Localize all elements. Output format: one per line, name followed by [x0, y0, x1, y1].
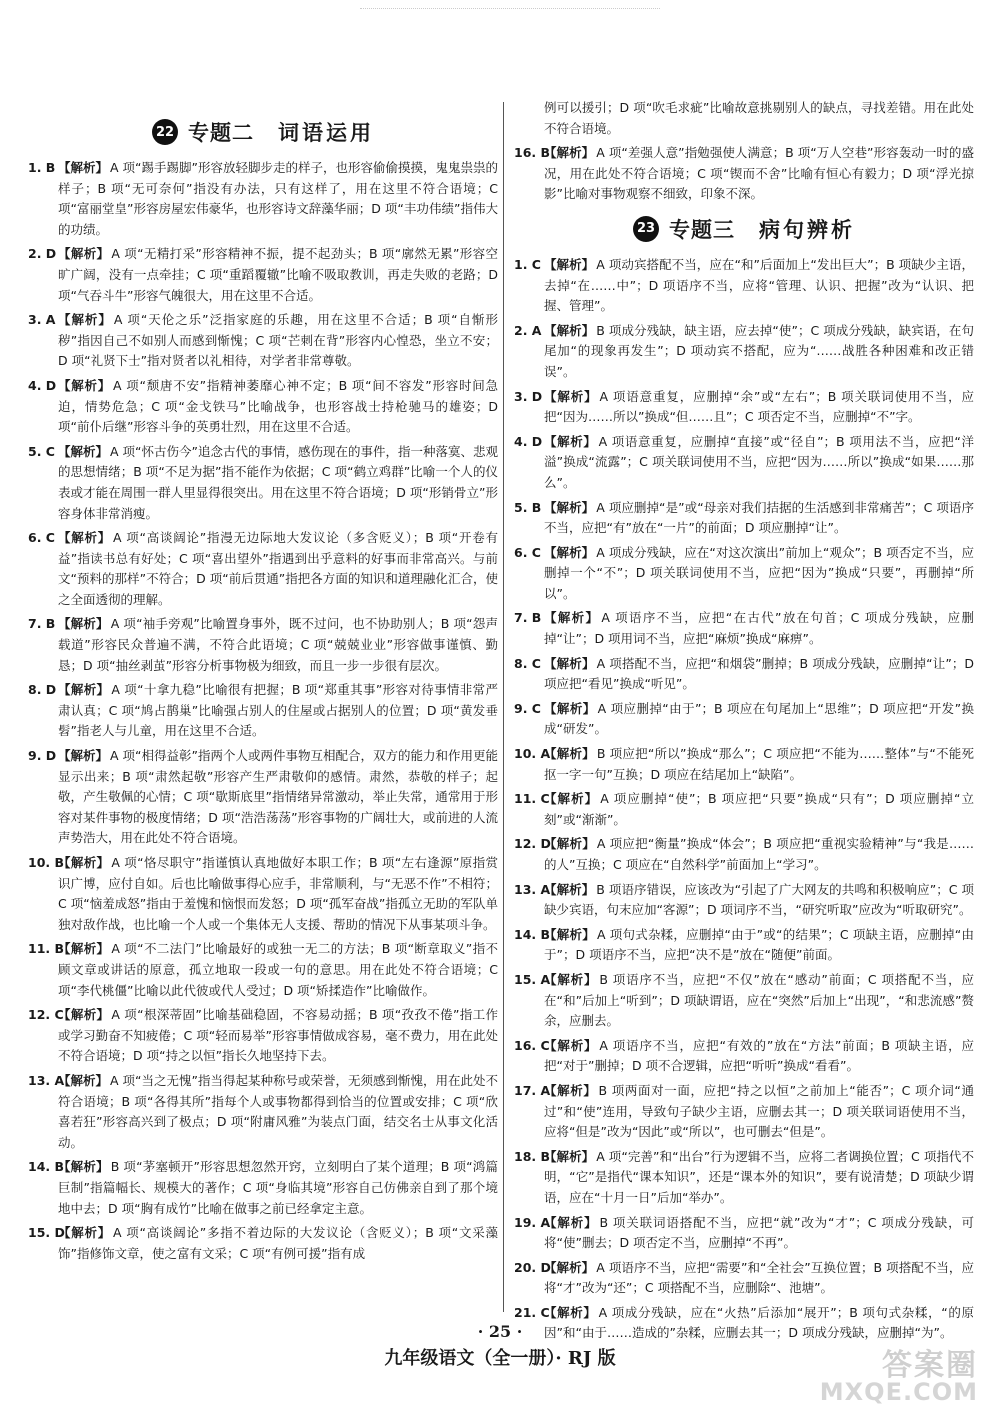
answer-item — [28, 746, 498, 849]
answer-item — [514, 608, 974, 649]
answer-text: A 项语序不当，应把“需要”和“全社会”互换位置；B 项搭配不当，应将“才”改为“还”；C 项搭配不当，应删除“、池塘”。 — [544, 1259, 974, 1296]
analysis-tag: 【解析】 — [544, 1148, 595, 1164]
answer-number: 19. A — [514, 1214, 551, 1230]
answer-item — [28, 528, 498, 610]
analysis-tag: 【解析】 — [58, 1072, 109, 1088]
answer-text: A 项“不二法门”比喻最好的或独一无二的方法；B 项“断章取义”指不顾文章或讲话的原意，孤立地取一段或一句的意思。用在此处不符合语境；C 项“李代桃僵”比喻以此代彼或代人受过；D 项“矫揉造作”比喻做作。 — [58, 941, 498, 998]
answer-item — [514, 925, 974, 966]
answer-number: 14. B — [28, 1159, 65, 1175]
answer-number: 12. D — [514, 836, 551, 852]
answer-text: B 项两面对一面，应把“持之以恒”之前加上“能否”；C 项介词“通过”和“使”连用，导致句子缺少主语，应删去其一；D 项关联词语使用不当，应将“但是”改为“因此”或“所以”，也可删去“但是”。 — [544, 1082, 974, 1140]
analysis-tag: 【解析】 — [544, 145, 595, 161]
answer-text: B 项语序错误，应该改为“引起了广大网友的共鸣和积极响应”；C 项缺少宾语，句末应加“客源”；D 项词序不当，“研究听取”应改为“听取研究”。 — [544, 881, 974, 918]
answer-text: B 项成分残缺，缺主语，应去掉“使”；C 项成分残缺，缺宾语，在句尾加“的现象再发生”；D 项动宾不搭配，应为“……战胜各种困难和改正错误”。 — [544, 322, 974, 379]
answer-number: 11. C — [514, 791, 550, 807]
analysis-tag: 【解析】 — [58, 443, 109, 459]
answer-number: 13. A — [28, 1072, 65, 1088]
answer-text: A 项成分残缺，应在“对这次演出”前加上“观众”；B 项否定不当，应删掉一个“不”；D 项关联词使用不当，应把“因为”换成“只要”，再删掉“所以”。 — [544, 544, 974, 601]
answer-text: A 项“袖手旁观”比喻置身事外，既不过问，也不协助别人；B 项“怨声载道”形容民众普遍不满，不符合此语境；C 项“兢兢业业”形容做事谨慎、勤恳；D 项“抽丝剥茧”形容分析事物极为细致，而且一步一步很有层次。 — [58, 616, 498, 673]
analysis-tag: 【解析】 — [544, 881, 595, 897]
analysis-tag: 【解析】 — [544, 971, 598, 987]
analysis-tag: 【解析】 — [58, 748, 109, 764]
answer-text: B 项关联词语搭配不当，应把“就”改为“才”；C 项成分残缺，可将“使”删去；D 项否定不当，应删掉“不再”。 — [544, 1214, 974, 1251]
answer-text: A 项语意重复，应删掉“直接”或“径自”；B 项用法不当，应把“洋溢”换成“流露”；C 项关联词使用不当，应把“因为……所以”换成“如果……那么”。 — [544, 433, 974, 490]
answer-item — [28, 310, 498, 372]
answer-item — [28, 442, 498, 524]
analysis-tag: 【解析】 — [544, 1214, 598, 1230]
answer-number: 7. B — [28, 616, 56, 632]
analysis-tag: 【解析】 — [544, 700, 596, 716]
answer-text: A 项“高谈阔论”指漫无边际地大发议论（多含贬义）；B 项“开卷有益”指读书总有好处；C 项“喜出望外”指遇到出乎意料的好事而非常高兴。与前文“预料的那样”不符合；D 项“前后贯通”指把各方面的知识和道理融化汇合，使之全面透彻的理解。 — [58, 530, 498, 607]
answer-text: A 项“无精打采”形容精神不振，提不起劲头；B 项“廓然无累”形容空旷广阔，没有一点牵挂；C 项“重蹈覆辙”比喻不吸取教训，再走失败的老路；D 项“气吞斗牛”形容气魄很大，用在这里不合适。 — [58, 246, 498, 303]
section-title-2 — [28, 112, 498, 152]
answer-number: 9. D — [28, 748, 57, 764]
analysis-tag: 【解析】 — [544, 836, 595, 852]
analysis-tag: 【解析】 — [544, 1037, 598, 1053]
answer-number: 1. B — [28, 160, 56, 175]
answer-number: 5. C — [28, 443, 55, 459]
answer-text: A 项“踢手踢脚”形容放轻脚步走的样子，也形容偷偷摸摸，鬼鬼祟祟的样子；B 项“无可奈何”指没有办法，只有这样了，用在这里不符合语境；C 项“富丽堂皇”形容房屋宏伟豪华，也形容诗文辞藻华丽；D 项“丰功伟绩”指伟大的功绩。 — [58, 160, 498, 237]
answer-number: 1. C — [514, 256, 541, 272]
answer-item — [28, 853, 498, 935]
answer-item — [28, 1157, 498, 1219]
answer-number: 20. D — [514, 1259, 551, 1275]
analysis-tag: 【解析】 — [544, 322, 595, 338]
answer-text: A 项应删掉“使”；B 项应把“只要”换成“只有”；D 项应删掉“立刻”或“渐渐”。 — [544, 791, 974, 827]
answer-item — [514, 1036, 974, 1077]
answer-number: 16. B — [514, 145, 551, 161]
answer-item — [514, 744, 974, 785]
section-badge-icon: 22 — [152, 119, 178, 145]
answer-item — [514, 1147, 974, 1209]
answer-text: A 项应把“衡量”换成“体会”；B 项应把“重视实验精神”与“我是……的人”互换；C 项应在“自然科学”前面加上“学习”。 — [544, 836, 974, 872]
answer-item — [514, 699, 974, 740]
analysis-tag: 【解析】 — [58, 1225, 111, 1241]
answer-number: 9. C — [514, 700, 541, 716]
page-number: · 25 · — [477, 1322, 523, 1341]
analysis-tag: 【解析】 — [58, 855, 110, 870]
analysis-tag: 【解析】 — [58, 530, 111, 546]
answer-text: A 项语序不当，应把“在古代”放在句首；C 项成分残缺，应删掉“让”；D 项用词不当，应把“麻烦”换成“麻痹”。 — [544, 610, 974, 647]
analysis-tag: 【解析】 — [58, 312, 112, 328]
answer-text: A 项“完善”和“出台”行为逻辑不当，应将二者调换位置；C 项指代不明，“它”是指代“课本知识”，还是“课本外的知识”，要有说清楚；D 项缺少谓语，应在“十月一日”后加“举办”。 — [544, 1148, 974, 1205]
answer-number: 3. A — [28, 312, 56, 328]
answer-text: A 项成分残缺，应在“火热”后添加“展开”；B 项句式杂糅，“的原因”和“由于……造成的”杂糅，应删去其一；D 项成分残缺，应删掉“为”。 — [544, 1304, 974, 1341]
analysis-tag: 【解析】 — [544, 1082, 597, 1098]
answer-list-left — [28, 158, 498, 1264]
answer-number: 3. D — [514, 388, 543, 404]
answer-text: A 项应删掉“由于”；B 项应在句尾加上“思维”；D 项应把“开发”换成“研发”。 — [544, 700, 974, 737]
answer-text: B 项语序不当，应把“不仅”放在“感动”前面；C 项搭配不当，应在“和”后加上“听到”；D 项缺谓语，应在“突然”后加上“出现”，“和悲流感”赘余，应删去。 — [544, 971, 974, 1029]
watermark-logo — [818, 1340, 978, 1406]
section-title-3 — [514, 209, 974, 249]
answer-number: 8. D — [28, 682, 57, 698]
answer-item — [514, 789, 974, 830]
answer-text: B 项“茅塞顿开”形容思想忽然开窍，立刻明白了某个道理；B 项“鸿篇巨制”指篇幅长、规模大的著作；C 项“身临其境”形容自己仿佛亲自到了那个境地中去；D 项“胸有成竹”比喻在做事之前已经拿定主意。 — [58, 1159, 498, 1216]
answer-item — [514, 880, 974, 921]
analysis-tag: 【解析】 — [544, 655, 595, 671]
answer-number: 18. B — [514, 1148, 551, 1164]
answer-text: A 项搭配不当，应把“和烟袋”删掉；B 项成分残缺，应删掉“让”；D 项应把“看见”换成“听见”。 — [544, 655, 974, 692]
answer-item — [514, 970, 974, 1032]
answer-item — [28, 244, 498, 306]
answer-number: 4. D — [514, 433, 543, 449]
answer-number: 7. B — [514, 610, 542, 626]
answer-number: 13. A — [514, 881, 551, 897]
answer-number: 14. B — [514, 926, 551, 942]
answer-item — [28, 158, 498, 240]
answer-item — [514, 143, 974, 205]
answer-number: 6. C — [28, 530, 55, 546]
answer-number: 16. C — [514, 1037, 550, 1053]
answer-number: 17. A — [514, 1082, 551, 1098]
analysis-tag: 【解析】 — [58, 941, 110, 957]
answer-number: 15. A — [514, 971, 551, 987]
answer-list-right — [514, 255, 974, 1344]
answer-item — [28, 1071, 498, 1153]
answer-item — [514, 321, 974, 383]
answer-number: 2. D — [28, 246, 57, 262]
answer-text: A 项“差强人意”指勉强使人满意；B 项“万人空巷”形容轰动一时的盛况，用在此处不符合语境；C 项“锲而不舍”比喻有恒心有毅力；D 项“浮光掠影”比喻对事物观察不细致，印象不深。 — [544, 145, 974, 202]
analysis-tag: 【解析】 — [58, 1159, 109, 1175]
watermark-top: 答案圈 — [882, 1348, 978, 1383]
analysis-tag: 【解析】 — [544, 610, 600, 626]
analysis-tag: 【解析】 — [544, 1259, 595, 1275]
analysis-tag: 【解析】 — [58, 616, 109, 632]
answer-item — [514, 387, 974, 428]
answer-list-right-top — [514, 143, 974, 205]
answer-text: A 项“怀古伤今”追念古代的事情，感伤现在的事件，指一种落寞、悲观的思想情绪；B 项“不足为据”指不能作为依据；C 项“鹤立鸡群”比喻一个人的仪表或才能在周围一群人里显得很突出。用在这里不符合语境；D 项“形销骨立”形容身体非常消瘦。 — [58, 443, 498, 521]
answer-item — [514, 654, 974, 695]
answer-item — [514, 834, 974, 875]
analysis-tag: 【解析】 — [58, 682, 110, 698]
column-divider — [503, 102, 504, 1312]
section-name: 词语运用 — [278, 120, 374, 145]
answer-number: 12. C — [28, 1007, 64, 1023]
answer-item — [514, 1081, 974, 1143]
analysis-tag: 【解析】 — [544, 926, 595, 942]
answer-item — [514, 543, 974, 605]
answer-number: 21. C — [514, 1304, 550, 1320]
answer-number: 10. A — [514, 746, 551, 762]
answer-item — [514, 255, 974, 317]
right-column — [514, 98, 974, 1348]
answer-number: 6. C — [514, 544, 541, 560]
answer-item — [28, 1223, 498, 1264]
continued-text: 例可以援引；D 项“吹毛求疵”比喻故意挑剔别人的缺点，寻找差错。用在此处不符合语境。 — [544, 100, 974, 136]
analysis-tag: 【解析】 — [544, 791, 599, 807]
answer-item — [28, 1005, 498, 1067]
answer-number: 15. D — [28, 1225, 65, 1241]
answer-text: A 项句式杂糅，应删掉“由于”或“的结果”；C 项缺主语，应删掉“由于”；D 项语序不当，应把“决不是”放在“随便”前面。 — [544, 926, 974, 963]
answer-text: A 项“天伦之乐”泛指家庭的乐趣，用在这里不合适；B 项“自惭形秽”指因自己不如别人而感到惭愧；C 项“芒刺在背”形容内心惶恐，坐立不安；D 项“礼贤下士”指对贤者以礼相待，对学者非常尊敬。 — [58, 312, 498, 369]
analysis-tag: 【解析】 — [544, 746, 595, 762]
analysis-tag: 【解析】 — [58, 1007, 110, 1023]
answer-text: A 项应删掉“是”或“母亲对我们拮据的生活感到非常痛苦”；C 项语序不当，应把“有”放在“一片”的前面；D 项应删掉“让”。 — [544, 499, 974, 536]
answer-text: A 项语序不当，应把“有效的”放在“方法”前面；B 项缺主语，应把“对于”删掉；D 项不合逻辑，应把“听听”换成“看看”。 — [544, 1037, 974, 1074]
section-name: 病句辨析 — [759, 216, 855, 242]
answer-item — [514, 1213, 974, 1254]
answer-item — [28, 939, 498, 1001]
book-title: 九年级语文（全一册）· RJ 版 — [384, 1348, 616, 1369]
answer-number: 2. A — [514, 322, 542, 338]
answer-text: B 项应把“所以”换成“那么”；C 项应把“不能为……整体”与“不能死抠一字一句”互换；D 项应在结尾加上“缺陷”。 — [544, 746, 974, 782]
answer-item — [514, 1258, 974, 1299]
analysis-tag: 【解析】 — [544, 499, 595, 515]
section-badge-icon: 23 — [633, 216, 659, 242]
answer-text: A 项“恪尽职守”指谨慎认真地做好本职工作；B 项“左右逢源”原指赏识广博，应付自如。后也比喻做事得心应手，非常顺利，与“无恶不作”不相符；C 项“恼羞成怒”指由于羞愧和恼恨而发怒；D 项“孤军奋战”指孤立无助的军队单独对敌作战，也比喻一个人或一个集体无人支援、帮助的情况下从事某项斗争。 — [58, 855, 498, 932]
answer-item — [514, 498, 974, 539]
answer-text: A 项“高谈阔论”多指不着边际的大发议论（含贬义）；B 项“文采藻饰”指修饰文章，使之富有文采；C 项“有例可援”指有成 — [58, 1225, 498, 1261]
answer-item — [514, 432, 974, 494]
analysis-tag: 【解析】 — [58, 160, 109, 175]
answer-text: A 项语意重复，应删掉“余”或“左右”；B 项关联词使用不当，应把“因为……所以”换成“但……且”；C 项否定不当，应删掉“不”字。 — [544, 388, 974, 425]
answer-number: 5. B — [514, 499, 542, 515]
answer-text: A 项动宾搭配不当，应在“和”后面加上“发出巨大”；B 项缺少主语，去掉“在……中”；D 项语序不当，应将“管理、认识、把握”改为“认识、把握、管理”。 — [544, 256, 974, 314]
answer-item — [28, 614, 498, 676]
answer-number: 11. B — [28, 941, 65, 957]
answer-item — [28, 680, 498, 742]
left-column — [28, 108, 498, 1268]
answer-text: A 项“相得益彰”指两个人或两件事物互相配合，双方的能力和作用更能显示出来；B 项“肃然起敬”形容产生严肃敬仰的感情。肃然，恭敬的样子；起敬，产生敬佩的心情；C 项“歇斯底里”指情绪异常激动，举止失常，通常用于形容对某件事物的极度情绪；D 项“浩浩荡荡”形容事物的广阔壮大，或前进的人流声势浩大，用在此处不符合语境。 — [58, 748, 498, 846]
analysis-tag: 【解析】 — [544, 388, 598, 404]
section-topic: 专题二 — [188, 120, 254, 145]
analysis-tag: 【解析】 — [58, 377, 111, 393]
analysis-tag: 【解析】 — [544, 544, 595, 560]
top-dotted-line — [360, 8, 660, 13]
answer-number: 8. C — [514, 655, 541, 671]
analysis-tag: 【解析】 — [544, 256, 595, 272]
answer-text: A 项“颓唐不安”指精神萎靡心神不定；B 项“间不容发”形容时间急迫，情势危急；C 项“金戈铁马”比喻战争，也形容战士持枪驰马的雄姿；D 项“前仆后继”形容斗争的英勇壮烈，用在这里不合适。 — [58, 377, 498, 435]
answer-number: 4. D — [28, 377, 57, 393]
analysis-tag: 【解析】 — [544, 433, 597, 449]
section-topic: 专题三 — [669, 216, 735, 242]
analysis-tag: 【解析】 — [58, 246, 110, 262]
answer-number: 10. B — [28, 855, 65, 870]
watermark-bottom: MXQE.COM — [819, 1378, 978, 1406]
answer-text: A 项“根深蒂固”比喻基础稳固，不容易动摇；B 项“孜孜不倦”指工作或学习勤奋不知疲倦；C 项“轻而易举”形容事情做成容易，毫不费力，用在此处不符合语境；D 项“持之以恒”指长久地坚持下去。 — [58, 1007, 498, 1064]
answer-text: A 项“十拿九稳”比喻很有把握；B 项“郑重其事”形容对待事情非常严肃认真；C 项“鸠占鹊巢”比喻强占别人的住屋或占据别人的位置；D 项“黄发垂髫”指老人与儿童，用在这里不合适。 — [58, 682, 498, 739]
answer-item — [28, 376, 498, 438]
answer-text: A 项“当之无愧”指当得起某种称号或荣誉，无须感到惭愧，用在此处不符合语境；B 项“各得其所”指每个人或事物都得到恰当的位置或安排；C 项“欣喜若狂”形容高兴到了极点；D 项“附庸风雅”为装点门面，结交名士从事文化活动。 — [58, 1072, 498, 1150]
analysis-tag: 【解析】 — [544, 1304, 597, 1320]
